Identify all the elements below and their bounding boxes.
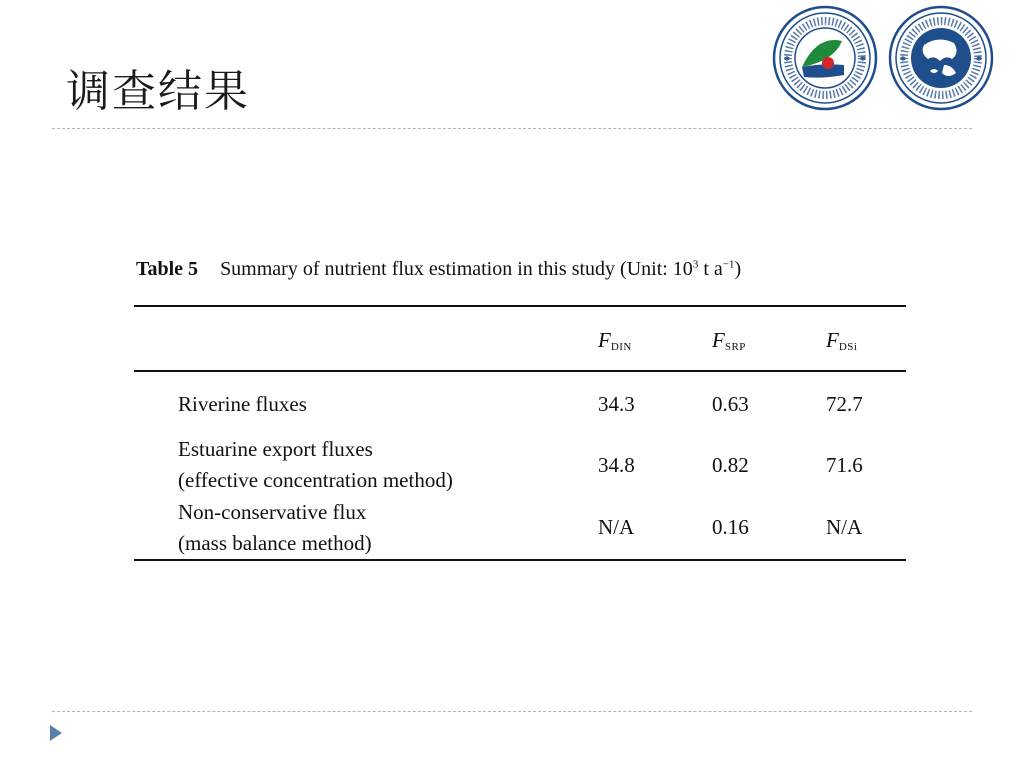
table-caption-unit-exp: −1 [722,258,735,271]
coastal-ocean-management-seal-logo [888,5,994,111]
row-label-riverine: Riverine fluxes [178,392,307,416]
cell-riverine-fdin: 34.3 [598,392,635,416]
svg-text:✱: ✱ [976,55,982,63]
column-header-symbol: F [826,328,839,352]
cell-riverine-fsrp: 0.63 [712,392,749,416]
column-header-fsrp [712,325,746,362]
college-oceanography-seal-logo [772,5,878,111]
cell-estuarine-fdin: 34.8 [598,453,635,477]
bullet-triangle-icon [50,725,62,741]
cell-estuarine-fdsi: 71.6 [826,453,863,477]
column-header-symbol: F [712,328,725,352]
header-divider [52,128,972,129]
column-header-fdin [598,325,632,362]
slide-title: 调查结果 [66,66,250,117]
column-header-symbol: F [598,328,611,352]
table-caption-exp: 3 [692,258,699,271]
table-caption-text: Summary of nutrient flux estimation in this study (Unit: 10 [220,258,693,280]
svg-text:✱: ✱ [784,55,790,63]
cell-nonconservative-fdsi: N/A [826,515,863,539]
column-header-subscript: DSi [838,341,858,353]
table-top-rule [134,305,906,307]
column-header-subscript: DIN [610,341,632,353]
cell-riverine-fdsi: 72.7 [826,392,863,416]
cell-nonconservative-fsrp: 0.16 [712,515,749,539]
cell-estuarine-fsrp: 0.82 [712,453,749,477]
svg-text:✱: ✱ [900,55,906,63]
table-number: Table 5 [136,258,199,280]
row-label-estuarine: Estuarine export fluxes [178,437,373,461]
row-label-nonconservative: Non-conservative flux [178,500,367,524]
svg-text:✱: ✱ [860,55,866,63]
table-caption-close: ) [734,258,742,280]
table-caption-unit: t a [698,258,723,280]
row-label-estuarine-method: (effective concentration method) [178,468,453,492]
cell-nonconservative-fdin: N/A [598,515,635,539]
table-header-rule [134,370,906,372]
column-header-subscript: SRP [724,341,746,353]
row-label-nonconservative-method: (mass balance method) [178,531,372,555]
column-header-fdsi [826,325,857,362]
logo-group [772,5,998,109]
footer-divider [52,711,972,712]
table-caption [136,258,741,281]
table-bottom-rule [134,559,906,561]
